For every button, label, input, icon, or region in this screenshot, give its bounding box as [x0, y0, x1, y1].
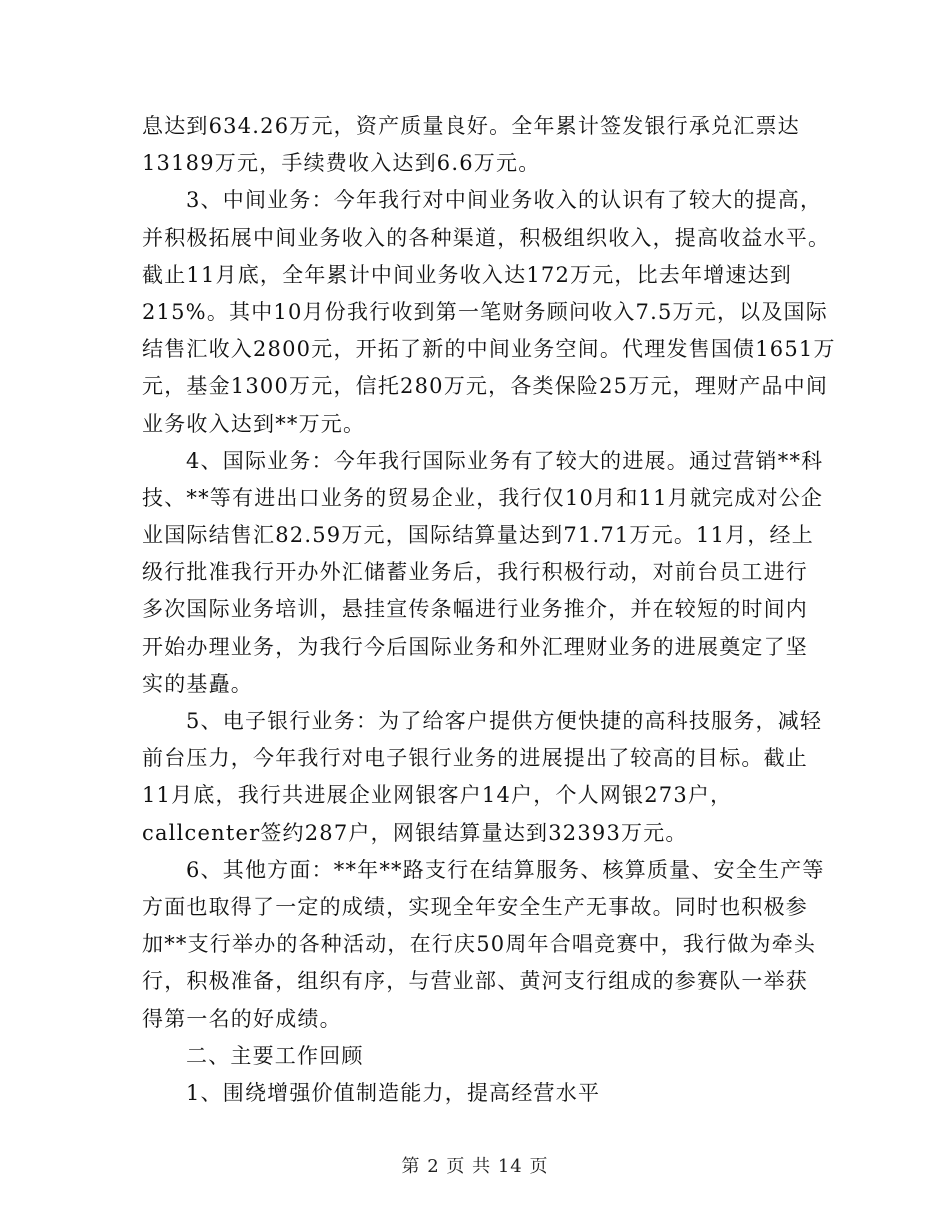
- text-line: 元，基金1300万元，信托280万元，各类保险25万元，理财产品中间: [142, 374, 829, 399]
- text-line: 得第一名的好成绩。: [142, 1006, 342, 1031]
- text-line: 开始办理业务，为我行今后国际业务和外汇理财业务的进展奠定了坚: [142, 634, 808, 659]
- text-line: 并积极拓展中间业务收入的各种渠道，积极组织收入，提高收益水平。: [142, 225, 831, 250]
- text-line: 多次国际业务培训，悬挂宣传条幅进行业务推介，并在较短的时间内: [142, 597, 808, 622]
- text-line: 1、围绕增强价值制造能力，提高经营水平: [186, 1080, 601, 1105]
- text-line: 方面也取得了一定的成绩，实现全年安全生产无事故。同时也积极参: [142, 894, 808, 919]
- text-line: 业务收入达到**万元。: [142, 411, 366, 436]
- text-line: 4、国际业务：今年我行国际业务有了较大的进展。通过营销**科: [186, 448, 824, 473]
- paragraph: [142, 443, 824, 703]
- text-line: 级行批准我行开办外汇储蓄业务后，我行积极行动，对前台员工进行: [142, 560, 808, 585]
- paragraph: [142, 182, 836, 442]
- paragraph: [142, 703, 823, 852]
- text-line: 实的基矗。: [142, 671, 253, 696]
- text-line: 息达到634.26万元，资产质量良好。全年累计签发银行承兑汇票达: [142, 114, 800, 138]
- text-line: 行，积极准备，组织有序，与营业部、黄河支行组成的参赛队一举获: [142, 969, 808, 994]
- text-line: 5、电子银行业务：为了给客户提供方便快捷的高科技服务，减轻: [186, 709, 823, 733]
- text-line: 215%。其中10月份我行收到第一笔财务顾问收入7.5万元，以及国际: [142, 299, 828, 324]
- text-line: 截止11月底，全年累计中间业务收入达172万元，比去年增速达到: [142, 262, 793, 287]
- text-line: callcenter签约287户，网银结算量达到32393万元。: [142, 820, 688, 845]
- text-line: 前台压力，今年我行对电子银行业务的进展提出了较高的目标。截止: [142, 746, 808, 771]
- subsection-heading: [142, 1075, 814, 1112]
- text-line: 3、中间业务：今年我行对中间业务收入的认识有了较大的提高，: [186, 188, 823, 213]
- text-line: 技、**等有进出口业务的贸易企业，我行仅10月和11月就完成对公企: [142, 485, 824, 510]
- text-line: 业国际结售汇82.59万元，国际结算量达到71.71万元。11月，经上: [142, 523, 814, 548]
- text-line: 6、其他方面：**年**路支行在结算服务、核算质量、安全生产等: [186, 857, 825, 882]
- section-heading: [142, 1038, 814, 1075]
- document-body: [142, 108, 836, 1112]
- paragraph: [142, 852, 825, 1038]
- text-line: 结售汇收入2800元，开拓了新的中间业务空间。代理发售国债1651万: [142, 337, 836, 362]
- text-line: 11月底，我行共进展企业网银客户14户，个人网银273户，: [142, 783, 733, 808]
- text-line: 13189万元，手续费收入达到6.6万元。: [142, 151, 541, 176]
- paragraph: [142, 108, 814, 182]
- text-line: 二、主要工作回顾: [186, 1043, 364, 1068]
- page-number-footer: 第 2 页 共 14 页: [401, 1156, 549, 1177]
- text-line: 加**支行举办的各种活动，在行庆50周年合唱竞赛中，我行做为牵头: [142, 932, 817, 957]
